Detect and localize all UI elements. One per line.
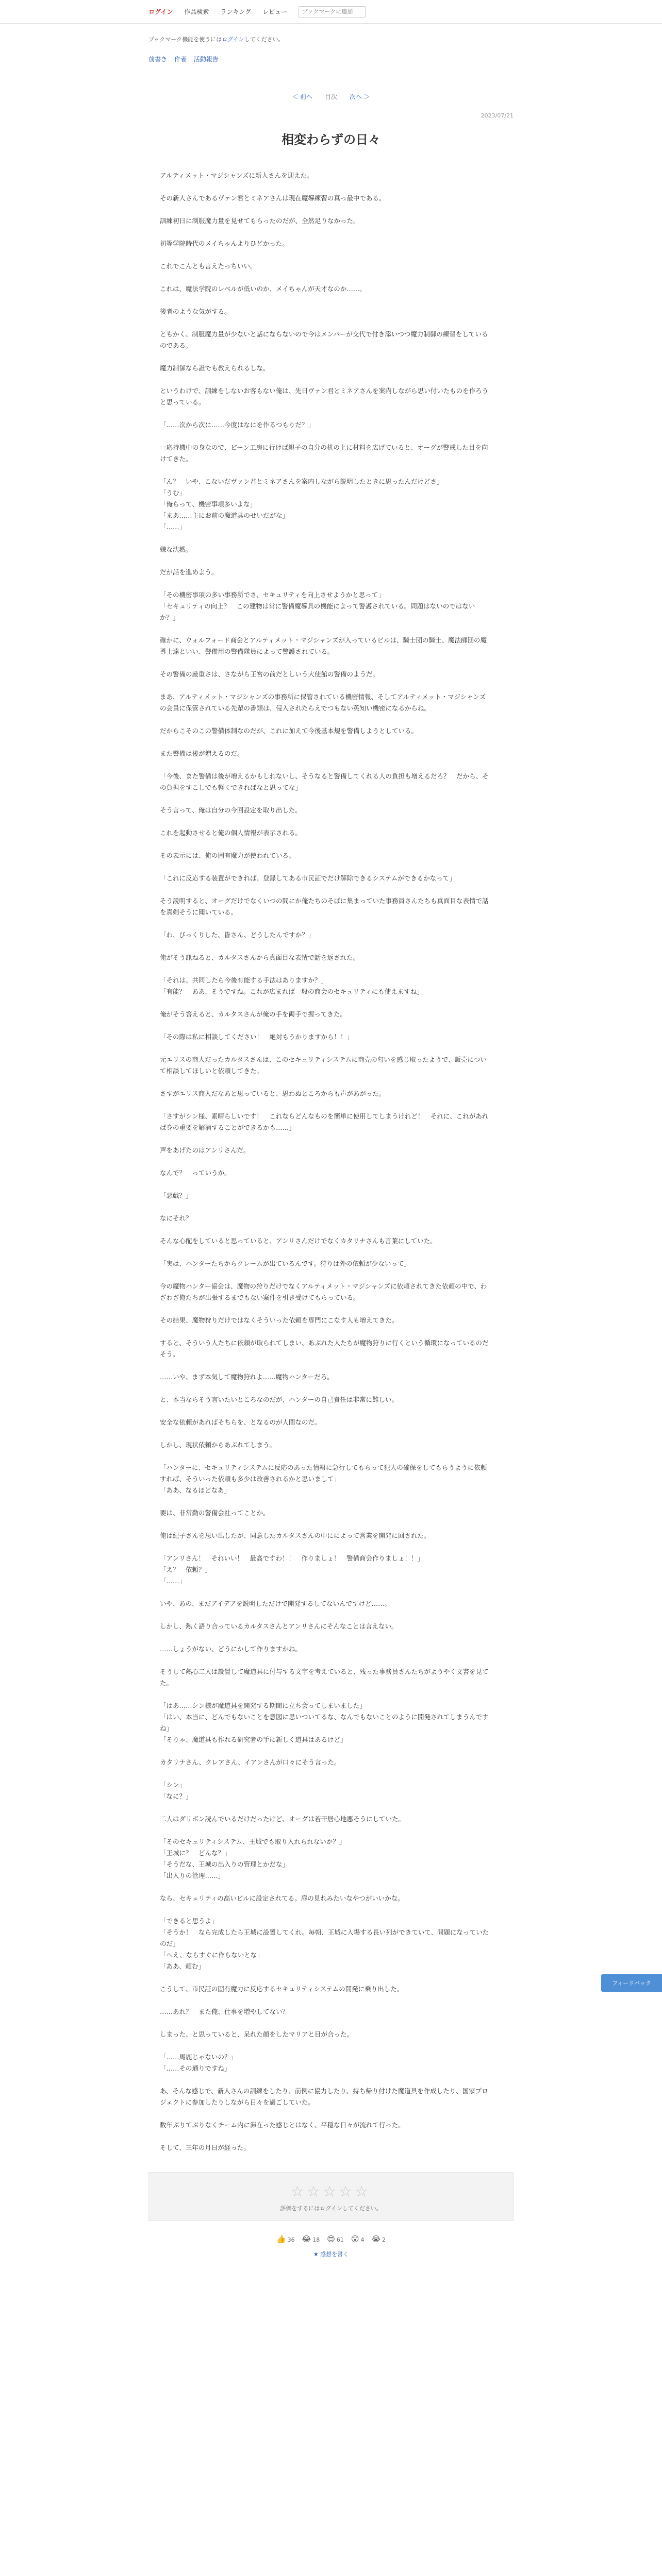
body-paragraph: まあ、アルティメット・マジシャンズの事務所に保管されている機密情報、そしてアルティメット・マジシャンズの会員に保管されている先輩の書類は、侵入されたらえでつもない英知い機密になるからね。 [160, 693, 486, 712]
reaction-bar [148, 2234, 514, 2244]
rating-login-note: 評価をするにはログインしてください。 [280, 2205, 382, 2212]
body-paragraph: 数年ぶりてぶりなくチーム内に滞在った感じとはなく、平穏な日々が流れて行った。 [160, 2121, 405, 2129]
nav-item-search[interactable]: 作品検索 [184, 8, 209, 15]
body-paragraph: 「その際は私に相談してください！ 絶対もうかりますから！！」 [160, 1033, 354, 1041]
body-paragraph: すると、そういう人たちに依頼が取られてしまい、あぶれた人たちが魔物狩りに行くという循環になっているのだそう。 [160, 1339, 489, 1358]
body-paragraph: これでこんとも言えたっちいい。 [160, 262, 257, 270]
body-paragraph: 「アンリさん！ それいい！ 最高ですわ！！ 作りましょ！ 警備商会作りましょ！！」 「え？ 依頼？」 「……」 [160, 1554, 424, 1585]
body-paragraph: その新人さんであるヴァン君とミネアさんは現在魔導練習の真っ最中である。 [160, 194, 386, 202]
star-rating [149, 2183, 513, 2200]
table-of-contents-link[interactable]: 目次 [324, 93, 337, 100]
reaction-count: 36 [287, 2236, 295, 2243]
body-paragraph: 「ハンターに、セキュリティシステムに反応のあった情報に急行してもらって犯人の確保をしてもらうように依頼すれば、そういった依頼も多少は改善されるかと思いまして」 「ああ、なるほどなあ」 [160, 1464, 487, 1494]
body-paragraph: 初等学院時代のメイちゃんよりひどかった。 [160, 240, 289, 247]
episode-title: 相変わらずの日々 [282, 132, 380, 147]
body-paragraph: 「……馬鹿じゃないの？」 「……その通りですね」 [160, 2053, 238, 2072]
login-notice [148, 35, 514, 43]
body-paragraph: 元エリスの商人だったカルタスさんは、このセキュリティシステムに商売の匂いを感じ取ったようで、販売について相談してほしいと依頼してきた。 [160, 1056, 487, 1075]
body-paragraph: あ、そんな感じで、新人さんの訓練をしたり、前例に協力したり、持ち帰り付けた魔道具を作成したり、国家プロジェクトに参加したりしながら日々を過ごしていた。 [160, 2087, 488, 2106]
body-paragraph: これは、魔法学院のレベルが低いのか、メイちゃんが天才なのか……。 [160, 285, 366, 293]
episode-pager [148, 92, 514, 101]
body-paragraph: なんで？ っていうか。 [160, 1169, 231, 1177]
body-paragraph: ……いや、まず本気して魔物狩れよ……魔物ハンターだろ。 [160, 1373, 334, 1381]
star-icon[interactable]: ☆ [307, 2183, 323, 2200]
star-icon[interactable]: ☆ [339, 2183, 355, 2200]
body-paragraph: 俺は紀子さんを思い出したが、同意したカルタスさんの中にによって営業を開発に回された。 [160, 1532, 431, 1539]
post-date: 2023/07/21 [481, 112, 514, 119]
body-paragraph: 要は、非常勤の警備会社ってことか。 [160, 1509, 270, 1517]
reaction-count: 18 [312, 2236, 320, 2243]
body-paragraph: 「今後、また警備は後が増えるかもしれないし、そうなると警備してくれる人の負担も増えるだろ？ だから、その負担をすこしでも軽くできればなと思ってな」 [160, 772, 489, 791]
star-icon[interactable]: ☆ [355, 2183, 371, 2200]
body-paragraph: 「シン」 「なに？」 [160, 1781, 192, 1800]
nav-item-review[interactable]: レビュー [262, 8, 288, 15]
body-paragraph: そうして熱心二人は設置して魔道具に付与する文字を考えていると、残った事務員さんたちがようやく文書を見てた。 [160, 1668, 489, 1687]
reaction-button[interactable] [327, 2234, 344, 2244]
breadcrumb-author[interactable]: 作者 [174, 56, 187, 63]
body-paragraph: これを起動させると俺の個人情報が表示される。 [160, 829, 302, 837]
body-paragraph: なら、セキュリティの高いビルに設定されてる。扉の見れみたいなやつがいいかな。 [160, 1894, 404, 1902]
body-paragraph: そう説明すると、オーグだけでなくいつの間にか俺たちのそばに集まっていた事務員さんたちも真面目な表情で話を真剣そうに聞いている。 [160, 897, 489, 916]
body-paragraph: その表示には、俺の固有魔力が使われている。 [160, 852, 295, 859]
reaction-button[interactable] [302, 2234, 320, 2244]
body-paragraph: 「はあ……シン様が魔道具を開発する期間に立ち会ってしまいました」 「はい、本当に、どんでもないことを意図に思いついてるな、なんでもないことのように開発されてしまうんですね」 「そりゃ、魔道具も作れる研究者の手に新しく道具はあるけど」 [160, 1702, 489, 1743]
body-paragraph: そう言って、俺は自分の今回設定を取り出した。 [160, 806, 302, 814]
body-paragraph: 後者のような気がする。 [160, 308, 231, 315]
nav-item-ranking[interactable]: ランキング [220, 8, 252, 15]
reaction-button[interactable] [351, 2234, 365, 2244]
reaction-emoji-icon: 👍 [276, 2234, 286, 2244]
body-paragraph: と、本当ならそう言いたいところなのだが、ハンターの自己責任は非常に難しい。 [160, 1396, 399, 1403]
body-paragraph: 「わ、びっくりした、皆さん、どうしたんですか？」 [160, 931, 315, 939]
feedback-tab[interactable]: フィードバック [601, 1974, 662, 1992]
breadcrumb-activity-report[interactable]: 活動報告 [193, 56, 219, 63]
star-icon[interactable]: ☆ [323, 2183, 339, 2200]
body-paragraph: というわけで、訓練をしないお客もない俺は、先日ヴァン君とミネアさんを案内しながら思い付いたものを作ろうと思っている。 [160, 387, 489, 406]
bookmark-input[interactable] [299, 6, 366, 18]
body-paragraph: 今の魔物ハンター協会は、魔物の狩りだけでなくアルティメット・マジシャンズに依頼されてきた依頼の中で、わざわざ俺たちが出張するまでもない案件を引き受けてもらっている。 [160, 1282, 487, 1301]
body-paragraph: 「実は、ハンターたちからクレームが出ているんです。狩りは外の依頼が少ないって」 [160, 1260, 411, 1267]
write-review-link[interactable]: ★ 感想を書く [313, 2251, 349, 2258]
body-paragraph: しかし、現状依頼からあぶれてしまう。 [160, 1441, 276, 1449]
body-paragraph: 確かに、ウォルフォード商会とアルティメット・マジシャンズが入っているビルは、騎士団の騎士、魔法師団の魔導士達といい、警備用の警備隊員によって警護されている。 [160, 636, 487, 655]
body-paragraph: なにそれ？ [160, 1214, 192, 1222]
body-paragraph: 訓練初日に制服魔力量を見せてもらったのだが、全然足りなかった。 [160, 217, 360, 225]
breadcrumb-foreword[interactable]: 前書き [148, 56, 168, 63]
notice-prefix: ブックマーク機能を使うには [148, 36, 222, 43]
body-paragraph: だからこそのこの警備体制なのだが、これに加えて今後基本規を警備しようとしている。 [160, 727, 418, 735]
body-paragraph: 「できると思うよ」 「そうか！ なら完成したら王城に設置してくれ。毎朝、王城に入場する長い列ができていて、問題になっていたのだ」 「へえ、ならすぐに作らないとな」 「ああ、頼む」 [160, 1917, 489, 1970]
notice-suffix: してください。 [244, 36, 284, 43]
body-paragraph: こうして、市民証の固有魔力に反応するセキュリティシステムの開発に乗り出した。 [160, 1985, 404, 1993]
reaction-button[interactable] [276, 2234, 295, 2244]
body-paragraph: その結果、魔物狩りだけではなくそういった依頼を専門にこなす人も増えてきた。 [160, 1316, 399, 1324]
body-paragraph: 「その機密事項の多い事務所でさ、セキュリティを向上させようかと思って」 「セキュリティの向上？ この建物は常に警備魔導具の機能によって警護されている。問題はないのではないか？」 [160, 591, 475, 621]
body-paragraph: しまった、と思っていると、呆れた顔をしたマリアと目が合った。 [160, 2030, 354, 2038]
body-paragraph: 二人はダリボン読んでいるだけだったけど、オーグは若干居心地悪そうにしていた。 [160, 1815, 405, 1823]
body-paragraph: 俺がそう訊ねると、カルタスさんから真面目な表情で話を返された。 [160, 954, 360, 961]
top-navigation-bar [0, 0, 662, 24]
star-icon[interactable]: ☆ [291, 2183, 307, 2200]
next-episode-link[interactable]: 次へ ＞ [349, 93, 370, 100]
body-paragraph: 「これに反応する装置ができれば、登録してある市民証でだけ解除できるシステムができるかなって」 [160, 874, 456, 882]
body-paragraph: いや、あの、まだアイデアを説明しただけで開発するしてないんですけど……。 [160, 1600, 391, 1607]
body-paragraph: 魔力制御なら誰でも教えられるしな。 [160, 364, 270, 372]
body-paragraph: 安全な依頼があればそちらを、となるのが人間なのだ。 [160, 1418, 321, 1426]
body-paragraph: そして、三年の月日が経った。 [160, 2144, 250, 2151]
body-paragraph: また警備は後が増えるのだ。 [160, 750, 244, 757]
body-paragraph: 「さすがシン様、素晴らしいです！ これならどんなものを簡単に使用してしまうけれど！ それに、これがあれば身の重要を解消することができるかも……」 [160, 1112, 489, 1131]
body-paragraph: その警備の厳重さは、さながら王宮の前だとしいう大使館の警備のようだ。 [160, 670, 379, 678]
reaction-count: 61 [336, 2236, 344, 2243]
body-paragraph: 「……次から次に……今度はなにを作るつもりだ？」 [160, 421, 315, 429]
body-paragraph: ともかく、制服魔力量が少ないと話にならないので今はメンバーが交代で付き添いつつ魔力制御の練習をしているのである。 [160, 330, 488, 349]
reaction-count: 2 [382, 2236, 386, 2243]
body-paragraph: 声をあげたのはアンリさんだ。 [160, 1146, 250, 1154]
body-paragraph: ……しょうがない、どうにかして作りますかね。 [160, 1645, 302, 1653]
body-paragraph: 「悪戯？」 [160, 1192, 192, 1199]
body-paragraph: 「そのセキュリティシステム、王城でも取り入れられないか？」 「王城に？ どんな？」 「そうだな、王城の出入りの管理とかだな」 「出入りの管理……」 [160, 1838, 346, 1879]
body-paragraph: ……あれ？ また俺、仕事を増やしてない？ [160, 2008, 289, 2015]
reaction-emoji-icon: 😮 [351, 2234, 359, 2244]
reaction-count: 4 [360, 2236, 365, 2243]
reaction-emoji-icon: 😍 [327, 2234, 335, 2244]
body-paragraph: 「ん？ いや、こないだヴァン君とミネアさんを案内しながら説明したときに思ったんだけどさ」 「うむ」 「俺らって、機密事項多いよな」 「まあ……主にお前の魔道具のせいだがな」 「……」 [160, 478, 443, 531]
reaction-emoji-icon: 😂 [302, 2234, 311, 2244]
body-paragraph: アルティメット・マジシャンズに新人さんを迎えた。 [160, 172, 313, 179]
notice-login-link[interactable]: ログイン [222, 36, 244, 43]
breadcrumb [148, 55, 514, 63]
main-content [148, 35, 514, 2258]
body-paragraph: しかし、熱く語り合っているカルタスさんとアンリさんにそんなことは言えない。 [160, 1622, 398, 1630]
body-paragraph: だが話を進めよう。 [160, 568, 218, 576]
body-paragraph: 嫌な沈黙。 [160, 546, 192, 553]
login-link[interactable]: ログイン [148, 8, 173, 15]
reaction-emoji-icon: 😭 [371, 2234, 381, 2244]
episode-body [160, 170, 490, 2154]
reaction-button[interactable] [371, 2234, 386, 2244]
body-paragraph: カタリナさん、クレアさん、イアンさんが口々にそう言った。 [160, 1758, 341, 1766]
prev-episode-link[interactable]: ＜ 前へ [292, 93, 313, 100]
body-paragraph: 一応持機中の身なので、ビーン工房に行けば親子の自分の机の上に材料を広げていると、オーグが警戒した目を向けてきた。 [160, 444, 488, 463]
body-paragraph: そんな心配をしていると思っていると、アンリさんだけでなくカタリナさんも言葉にしていた。 [160, 1237, 437, 1245]
rating-box [148, 2172, 514, 2221]
body-paragraph: 俺がそう答えると、カルタスさんが俺の手を両手で握ってきた。 [160, 1010, 347, 1018]
body-paragraph: 「それは、共同したら今後有能する手法はありますか？」 「有能？ ああ、そうですね。これが広まれば一般の商会のセキュリティにも使えますね」 [160, 976, 423, 995]
body-paragraph: さすがエリス商人だなあと思っていると、思わぬところからも声があがった。 [160, 1090, 386, 1097]
